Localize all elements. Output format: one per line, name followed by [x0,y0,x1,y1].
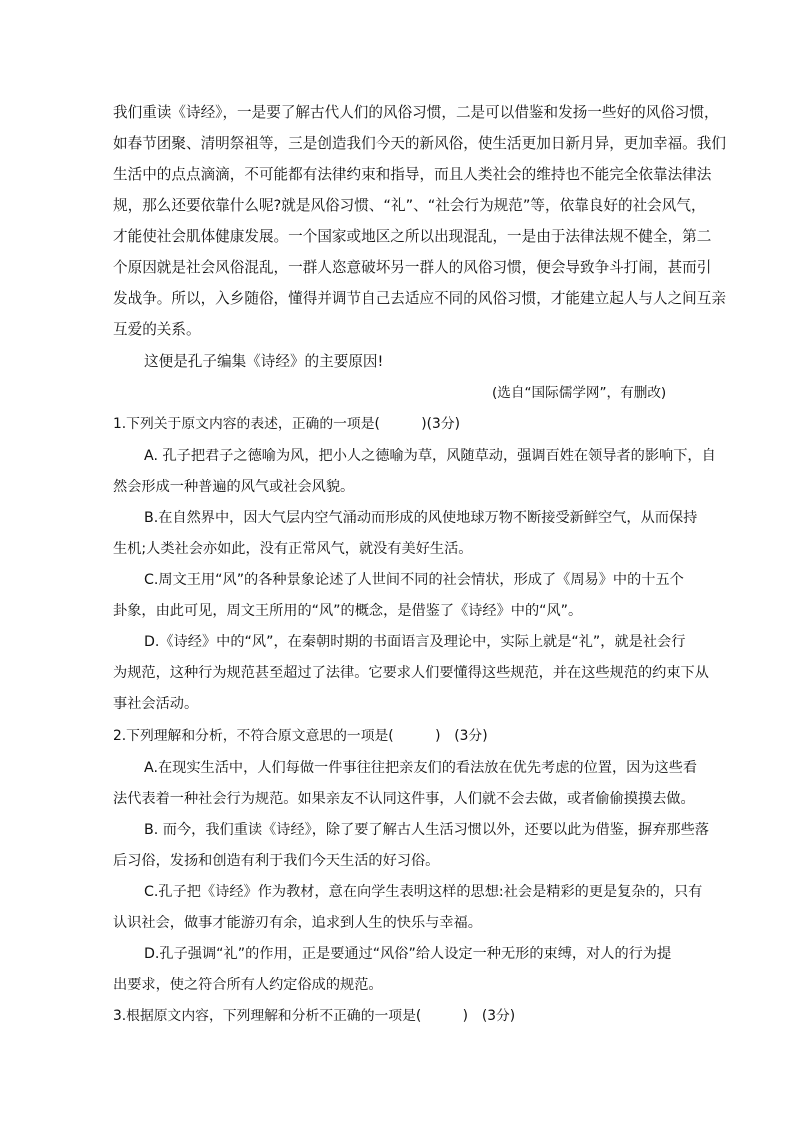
question-2-option-a-cont: 法代表着一种社会行为规范。如果亲友不认同这件事，人们就不会去做，或者偷偷摸摸去做。 [113,791,695,807]
question-1-option-d: D.《诗经》中的“风”，在秦朝时期的书面语言及理论中，实际上就是“礼”，就是社会行 [144,634,686,650]
question-2-option-c: C.孔子把《诗经》作为教材，意在向学生表明这样的思想:社会是精彩的更是复杂的，只有 [144,884,703,900]
passage-source: (选自“国际儒学网”，有删改) [492,385,667,401]
question-1-option-d-cont: 为规范，这种行为规范甚至超过了法律。它要求人们要懂得这些规范，并在这些规范的约束下从 [113,665,709,681]
passage-line: 规，那么还要依靠什么呢?就是风俗习惯、“礼”、“社会行为规范”等，依靠良好的社会风气， [113,197,706,214]
question-2-option-b-cont: 后习俗，发扬和创造有利于我们今天生活的好习俗。 [113,853,440,869]
passage-line: 发战争。所以，入乡随俗，懂得并调节自己去适应不同的风俗习惯，才能建立起人与人之间互亲 [113,290,726,307]
question-2-stem: 2.下列理解和分析，不符合原文意思的一项是( ) (3分) [113,728,488,744]
question-2-option-b: B. 而今，我们重读《诗经》，除了要了解古人生活习惯以外，还要以此为借鉴，摒弃那些落 [144,822,709,838]
question-2-option-a: A.在现实生活中，人们每做一件事往往把亲友们的看法放在优先考虑的位置，因为这些看 [144,760,698,776]
question-2-option-c-cont: 认识社会，做事才能游刃有余，追求到人生的快乐与幸福。 [113,915,482,931]
passage-line: 如春节团聚、清明祭祖等，三是创造我们今天的新风俗，使生活更加日新月异，更加幸福。我们 [113,135,726,152]
question-1-option-b: B.在自然界中，因大气层内空气涌动而形成的风使地球万物不断接受新鲜空气，从而保持 [144,510,698,526]
passage-line: 个原因就是社会风俗混乱，一群人恣意破坏另一群人的风俗习惯，便会导致争斗打闹，甚而引 [113,259,712,276]
question-1-option-c: C.周文王用“风”的各种景象论述了人世间不同的社会情状，形成了《周易》中的十五个 [144,572,684,588]
question-3-stem: 3.根据原文内容，下列理解和分析不正确的一项是( ) (3分) [113,1008,516,1024]
passage-line: 我们重读《诗经》，一是要了解古代人们的风俗习惯，二是可以借鉴和发扬一些好的风俗习惯， [113,104,719,121]
passage-line: 生活中的点点滴滴，不可能都有法律约束和指导，而且人类社会的维持也不能完全依靠法律法 [113,166,712,183]
question-1-option-a: A. 孔子把君子之德喻为风，把小人之德喻为草，风随草动，强调百姓在领导者的影响下，自 [144,448,716,464]
question-1-option-b-cont: 生机;人类社会亦如此，没有正常风气，就没有美好生活。 [113,541,473,557]
passage-line: 才能使社会肌体健康发展。一个国家或地区之所以出现混乱，一是由于法律法规不健全，第二 [113,228,712,245]
passage-line: 互爱的关系。 [113,321,201,338]
question-1-option-a-cont: 然会形成一种普遍的风气或社会风貌。 [113,479,355,495]
passage-closing: 这便是孔子编集《诗经》的主要原因! [144,353,384,370]
question-1-stem: 1.下列关于原文内容的表述，正确的一项是( )(3分) [113,416,461,432]
question-1-option-c-cont: 卦象，由此可见，周文王所用的“风”的概念，是借鉴了《诗经》中的“风”。 [113,603,583,619]
question-2-option-d-cont: 出要求，使之符合所有人约定俗成的规范。 [113,977,383,993]
question-1-option-d-cont: 事社会活动。 [113,696,199,712]
question-2-option-d: D.孔子强调“礼”的作用，正是要通过“风俗”给人设定一种无形的束缚，对人的行为提 [144,946,672,962]
